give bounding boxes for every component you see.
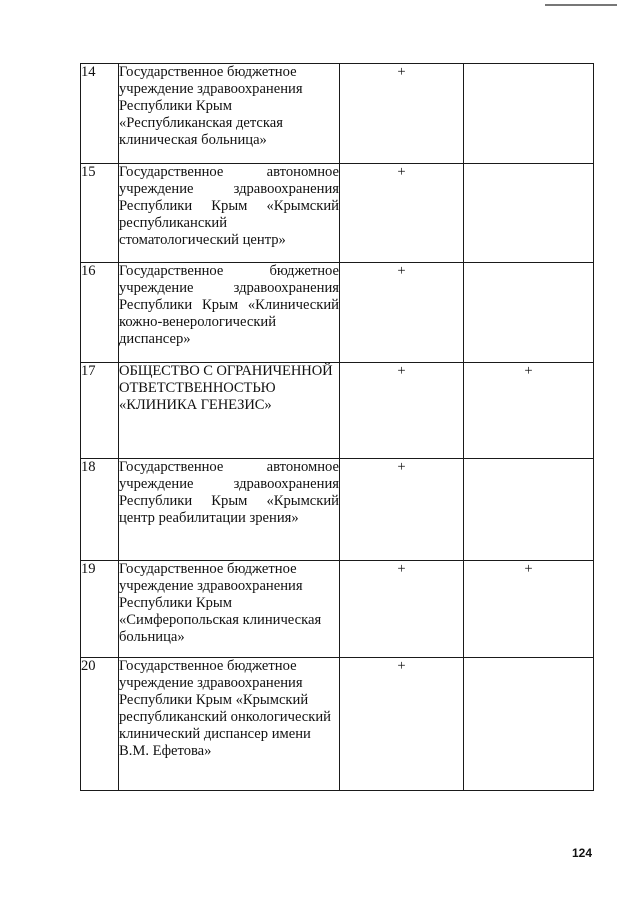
institution-name-cell xyxy=(119,263,340,363)
row-number: 17 xyxy=(81,363,119,459)
institution-name-cell xyxy=(119,459,340,561)
mark-column-1: + xyxy=(340,658,464,791)
table-row xyxy=(81,164,594,263)
table-row xyxy=(81,561,594,658)
row-number: 15 xyxy=(81,164,119,263)
row-number: 16 xyxy=(81,263,119,363)
mark-column-2 xyxy=(464,263,594,363)
institution-name-cell xyxy=(119,561,340,658)
institution-name: Государственное бюджетное учреждение здравоохранения Республики Крым «Клинический кожно-венерологический диспансер» xyxy=(119,263,339,347)
table-row xyxy=(81,64,594,164)
mark-column-1: + xyxy=(340,459,464,561)
mark-column-1: + xyxy=(340,363,464,459)
mark-column-2: + xyxy=(464,561,594,658)
table-row xyxy=(81,363,594,459)
page-number: 124 xyxy=(572,846,593,860)
row-number: 18 xyxy=(81,459,119,561)
institution-name: Государственное автономное учреждение здравоохранения Республики Крым «Крымский республиканский стоматологический центр» xyxy=(119,164,339,248)
mark-column-2 xyxy=(464,164,594,263)
row-number: 20 xyxy=(81,658,119,791)
institution-name-cell xyxy=(119,64,340,164)
mark-column-2 xyxy=(464,658,594,791)
institution-name-cell xyxy=(119,658,340,791)
mark-column-2 xyxy=(464,64,594,164)
mark-column-1: + xyxy=(340,64,464,164)
mark-column-1: + xyxy=(340,164,464,263)
institution-name-cell xyxy=(119,164,340,263)
table-row xyxy=(81,263,594,363)
row-number: 14 xyxy=(81,64,119,164)
institution-name: Государственное бюджетное учреждение здравоохранения Республики Крым «Республиканская детская клиническая больница» xyxy=(119,64,303,148)
institution-name: ОБЩЕСТВО С ОГРАНИЧЕННОЙ ОТВЕТСТВЕННОСТЬЮ «КЛИНИКА ГЕНЕЗИС» xyxy=(119,363,333,413)
institution-name: Государственное бюджетное учреждение здравоохранения Республики Крым «Крымский республиканский онкологический клинический диспансер имени В.М. Ефетова» xyxy=(119,658,331,759)
table-row xyxy=(81,459,594,561)
top-rule xyxy=(545,4,617,6)
institution-table xyxy=(80,63,594,791)
institution-name-cell xyxy=(119,363,340,459)
institution-name: Государственное автономное учреждение здравоохранения Республики Крым «Крымский центр реабилитации зрения» xyxy=(119,459,339,526)
institution-name: Государственное бюджетное учреждение здравоохранения Республики Крым «Симферопольская клиническая больница» xyxy=(119,561,322,645)
mark-column-2: + xyxy=(464,363,594,459)
row-number: 19 xyxy=(81,561,119,658)
mark-column-1: + xyxy=(340,263,464,363)
mark-column-2 xyxy=(464,459,594,561)
table-row xyxy=(81,658,594,791)
mark-column-1: + xyxy=(340,561,464,658)
